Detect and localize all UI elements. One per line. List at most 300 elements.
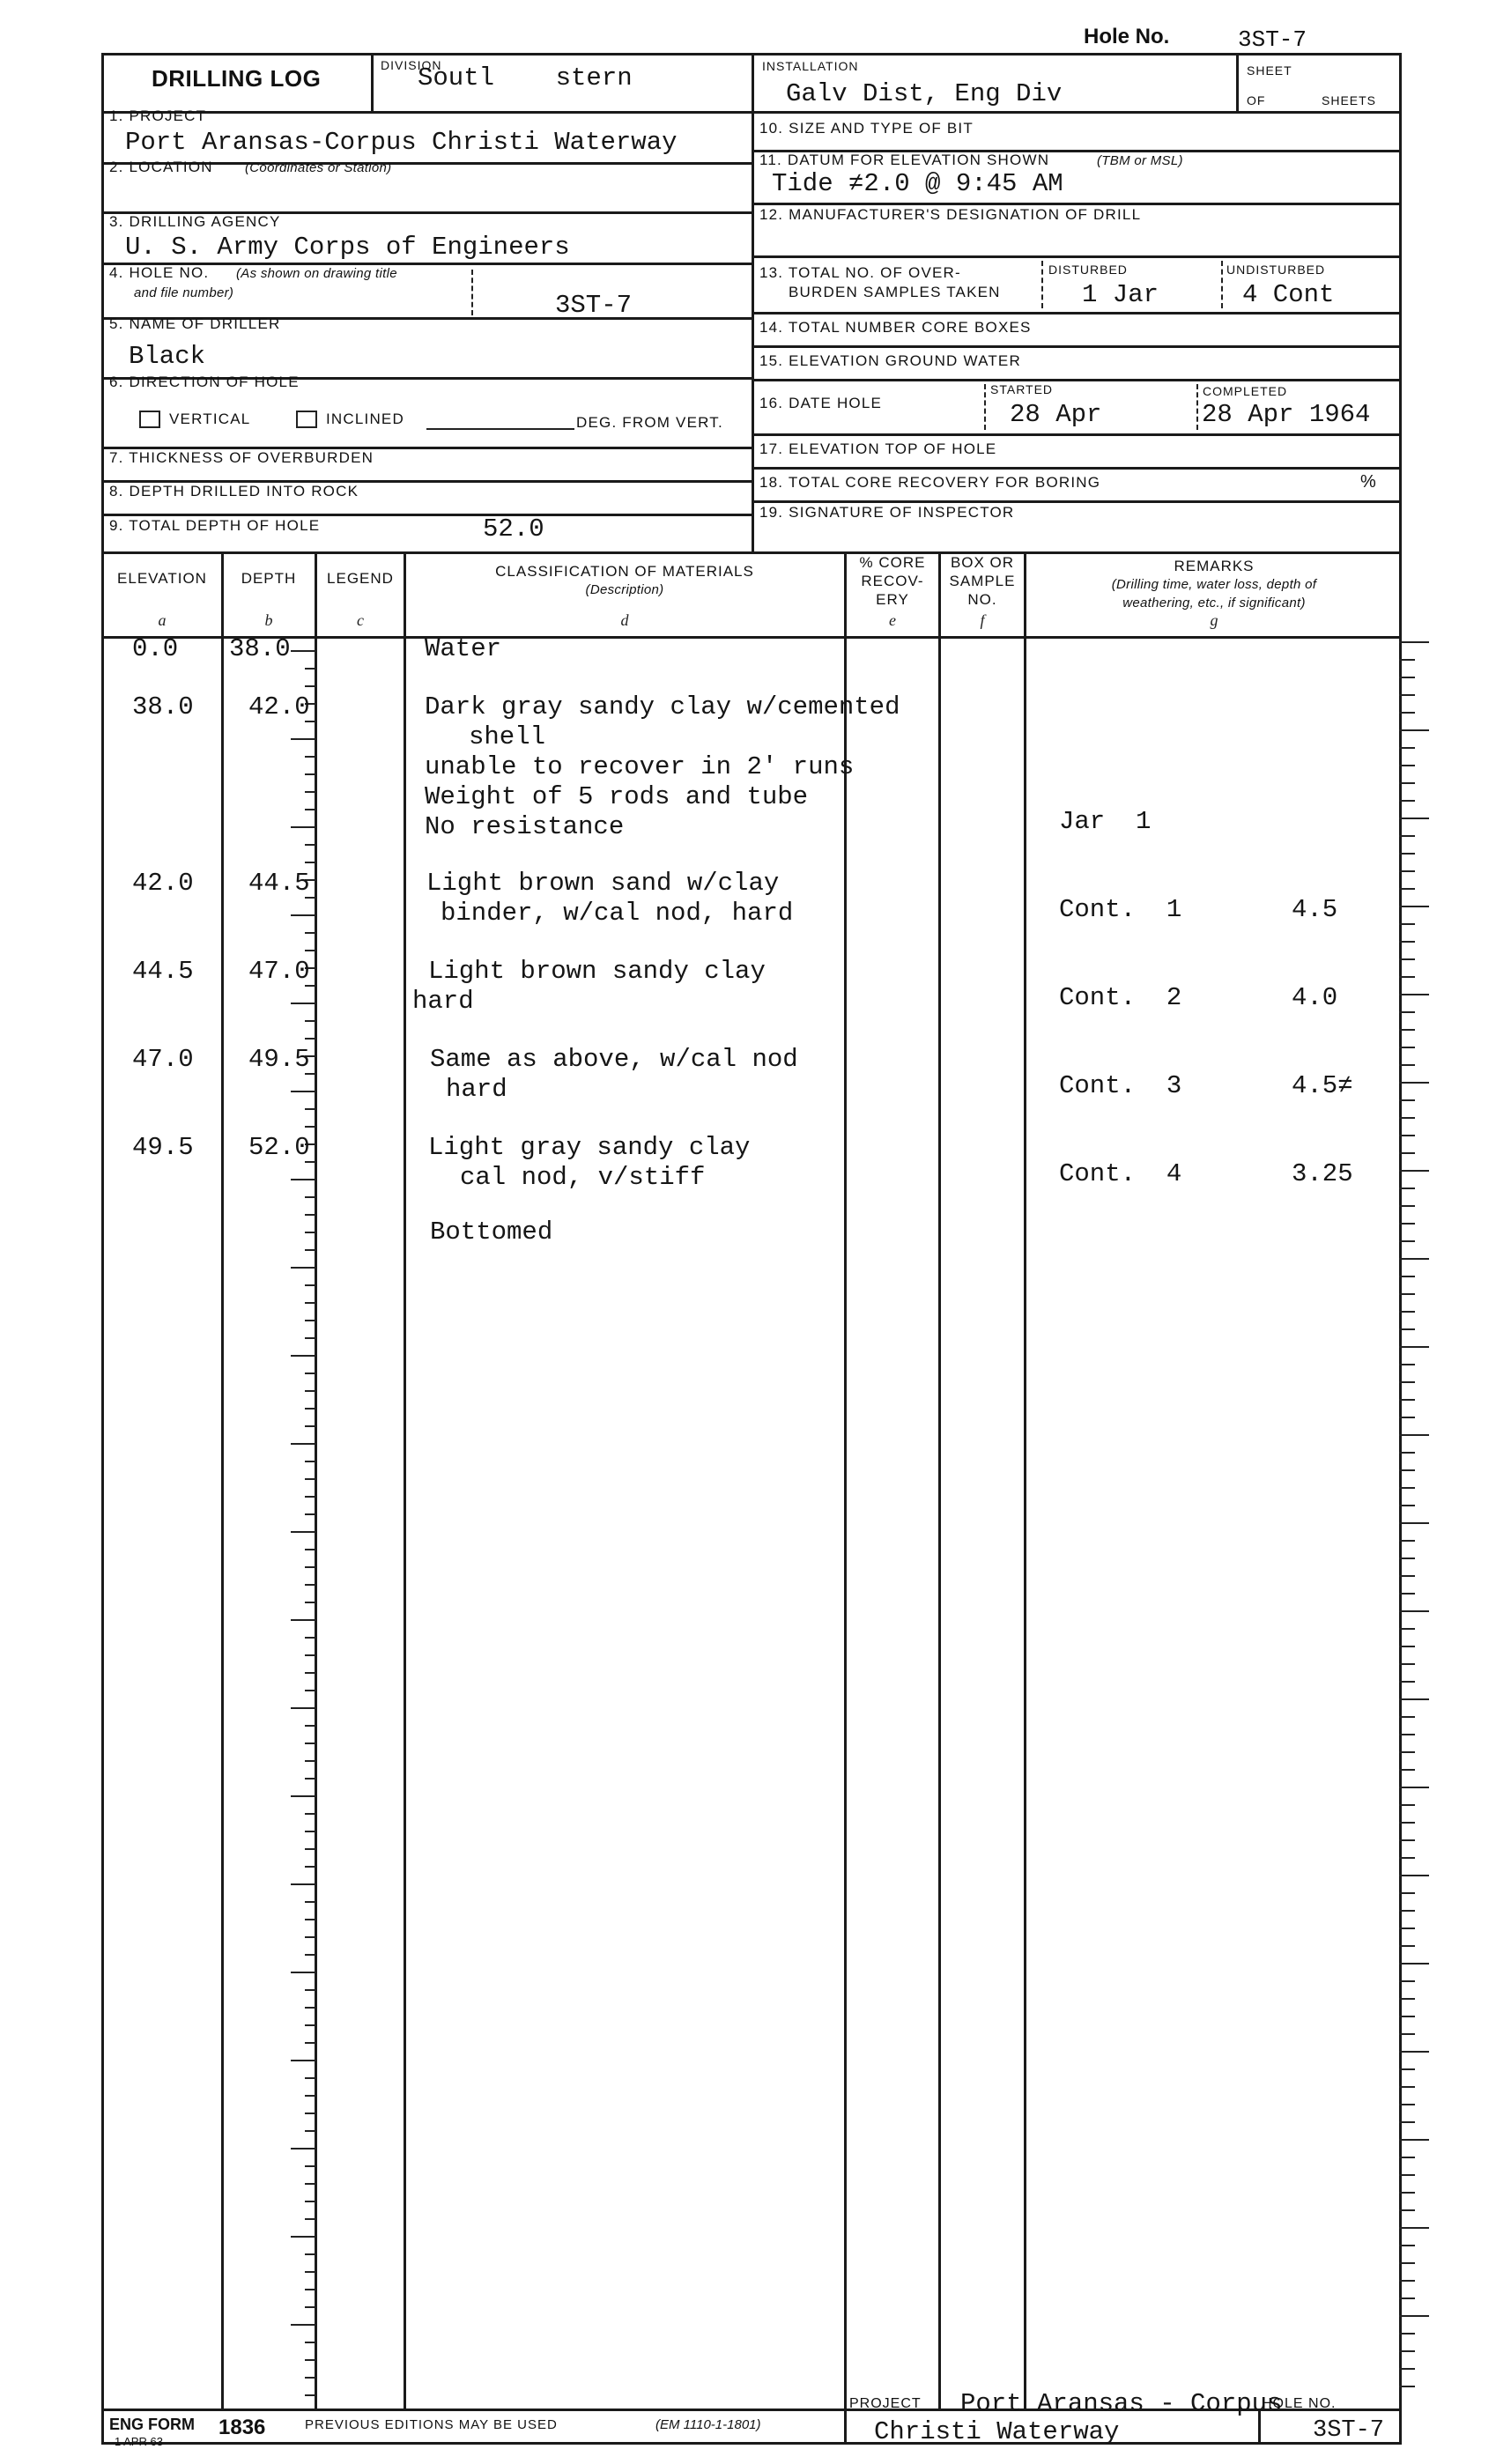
bit-label: 10. SIZE AND TYPE OF BIT [759, 120, 974, 137]
scale-tick [1399, 1047, 1415, 1048]
location-label: 2. LOCATION [109, 159, 213, 175]
hole-no-sublabel-a: (As shown on drawing title [236, 266, 397, 281]
disturbed-value: 1 Jar [1082, 280, 1159, 309]
scale-tick [1399, 1875, 1429, 1876]
scale-tick [291, 2236, 315, 2238]
scale-tick [305, 2306, 315, 2308]
scale-tick [1399, 1628, 1415, 1630]
footer-hole-value: 3ST-7 [1313, 2417, 1385, 2444]
scale-tick [1399, 2086, 1415, 2088]
scale-tick [291, 2324, 315, 2326]
scale-tick [305, 1337, 315, 1339]
scale-tick [291, 650, 315, 652]
col-letter-g: g [1210, 611, 1218, 629]
installation-label: INSTALLATION [762, 59, 859, 73]
scale-tick [1399, 1681, 1415, 1683]
scale-tick [1399, 1452, 1415, 1454]
scale-tick [1399, 2121, 1415, 2123]
hole-no-label: 4. HOLE NO. [109, 264, 210, 281]
scale-tick [1399, 1505, 1415, 1506]
scale-tick [1399, 1469, 1415, 1471]
scale-tick [291, 1091, 315, 1092]
col-letter-a: a [158, 611, 167, 629]
row2-description-5: No resistance [425, 812, 625, 841]
scale-tick [305, 1513, 315, 1515]
scale-tick [305, 1690, 315, 1691]
row7-description: Bottomed [430, 1217, 553, 1247]
row5-elevation: 47.0 [132, 1045, 194, 1074]
scale-tick [1399, 1593, 1415, 1595]
undisturbed-value: 4 Cont [1242, 280, 1335, 309]
scale-tick [305, 1954, 315, 1956]
scale-tick [291, 2148, 315, 2150]
scale-tick [1399, 1170, 1429, 1172]
scale-tick [1399, 2245, 1415, 2246]
total-depth-value: 52.0 [483, 514, 544, 544]
scale-tick [1399, 888, 1415, 890]
scale-tick [1399, 2174, 1415, 2176]
row5-depth: 49.5 [248, 1045, 310, 1074]
scale-tick [1399, 2262, 1415, 2264]
scale-tick [1399, 1117, 1415, 1119]
scale-tick [291, 1531, 315, 1533]
completed-value: 28 Apr 1964 [1202, 400, 1371, 429]
scale-tick [1399, 1522, 1429, 1524]
scale-tick [305, 1901, 315, 1903]
scale-tick [1399, 818, 1429, 819]
top-hole-label: 17. ELEVATION TOP OF HOLE [759, 440, 997, 457]
col-box-sample-header: BOX OR SAMPLE NO. [949, 554, 1016, 608]
scale-tick [1399, 1258, 1429, 1260]
scale-tick [1399, 958, 1415, 960]
project-value: Port Aransas-Corpus Christi Waterway [125, 128, 678, 157]
footer-project-value-b: Christi Waterway [874, 2417, 1120, 2446]
scale-tick [305, 668, 315, 670]
col-depth-header: DEPTH [241, 570, 297, 587]
scale-tick [305, 1214, 315, 1216]
row6-remark-value: 3.25 [1292, 1159, 1353, 1188]
scale-tick [1399, 1716, 1415, 1718]
scale-tick [305, 1672, 315, 1674]
scale-tick [1399, 1575, 1415, 1577]
row2-description-2: shell [469, 722, 546, 751]
core-recovery-label: 18. TOTAL CORE RECOVERY FOR BORING [759, 474, 1101, 491]
hole-no-header-value: 3ST-7 [1238, 26, 1307, 53]
edge-scale-ticks [1399, 641, 1434, 2403]
scale-tick [1399, 1346, 1429, 1348]
scale-tick [305, 1108, 315, 1110]
scale-tick [305, 1390, 315, 1392]
datum-value: Tide ≠2.0 @ 9:45 AM [772, 169, 1063, 198]
vertical-checkbox[interactable] [139, 411, 160, 428]
row5-description-1: Same as above, w/cal nod [430, 1045, 798, 1074]
scale-tick [1399, 2333, 1415, 2335]
scale-tick [1399, 2104, 1415, 2105]
row2-remark: Jar 1 [1059, 807, 1152, 836]
scale-tick [1399, 2227, 1429, 2229]
col-letter-c: c [357, 611, 364, 629]
scale-tick [1399, 994, 1429, 995]
datum-label: 11. DATUM FOR ELEVATION SHOWN [759, 152, 1050, 168]
row3-elevation: 42.0 [132, 869, 194, 898]
hole-no-header-label: Hole No. [1084, 25, 1170, 48]
scale-tick [1399, 1558, 1415, 1559]
scale-tick [305, 1760, 315, 1762]
scale-tick [305, 1813, 315, 1815]
scale-tick [291, 2060, 315, 2061]
inclined-checkbox[interactable] [296, 411, 317, 428]
row6-elevation: 49.5 [132, 1133, 194, 1162]
inspector-label: 19. SIGNATURE OF INSPECTOR [759, 504, 1015, 521]
row6-description-1: Light gray sandy clay [428, 1133, 751, 1162]
em-reference: (EM 1110-1-1801) [655, 2417, 761, 2432]
scale-tick [305, 2271, 315, 2273]
scale-tick [305, 844, 315, 846]
col-letter-f: f [980, 611, 985, 629]
scale-tick [291, 826, 315, 828]
driller-label: 5. NAME OF DRILLER [109, 315, 281, 332]
scale-tick [1399, 2033, 1415, 2035]
scale-tick [291, 1707, 315, 1709]
scale-tick [1399, 923, 1415, 925]
scale-tick [305, 2183, 315, 2185]
scale-tick [1399, 641, 1429, 643]
scale-tick [305, 932, 315, 934]
scale-tick [1399, 1610, 1429, 1612]
scale-tick [305, 685, 315, 687]
inclined-degree-line [426, 428, 574, 430]
scale-tick [1399, 906, 1429, 907]
scale-tick [1399, 1135, 1415, 1136]
scale-tick [1399, 1804, 1415, 1806]
scale-tick [1399, 1663, 1415, 1665]
started-label: STARTED [990, 382, 1054, 396]
scale-tick [305, 1566, 315, 1568]
scale-tick [305, 756, 315, 758]
scale-tick [1399, 2298, 1415, 2299]
location-sublabel: (Coordinates or Station) [245, 160, 392, 175]
hole-no-sublabel-b: and file number) [134, 285, 234, 300]
form-date: 1 APR 63 [115, 2435, 163, 2448]
scale-tick [1399, 2157, 1415, 2158]
samples-label-a: 13. TOTAL NO. OF OVER- [759, 264, 961, 281]
scale-tick [1399, 2016, 1415, 2017]
scale-tick [1399, 800, 1415, 802]
form-number: 1836 [218, 2416, 266, 2439]
scale-tick [305, 1232, 315, 1233]
scale-tick [305, 2289, 315, 2290]
installation-value: Galv Dist, Eng Div [786, 79, 1063, 108]
scale-tick [1399, 1839, 1415, 1841]
scale-tick [1399, 2368, 1415, 2370]
scale-tick [291, 1267, 315, 1269]
scale-tick [1399, 1963, 1429, 1965]
eng-form-label: ENG FORM [109, 2416, 195, 2433]
total-depth-label: 9. TOTAL DEPTH OF HOLE [109, 517, 321, 534]
scale-tick [305, 1320, 315, 1321]
scale-tick [305, 1936, 315, 1938]
scale-tick [1399, 1240, 1415, 1242]
core-boxes-label: 14. TOTAL NUMBER CORE BOXES [759, 319, 1032, 336]
scale-tick [1399, 1945, 1415, 1947]
scale-tick [305, 1196, 315, 1198]
completed-label: COMPLETED [1203, 384, 1288, 398]
scale-tick [1399, 1998, 1415, 2000]
row4-remark-value: 4.0 [1292, 983, 1338, 1012]
col-core-recovery-header: % CORE RECOV- ERY [859, 554, 926, 608]
row3-remark: Cont. 1 [1059, 895, 1182, 924]
disturbed-label: DISTURBED [1048, 263, 1128, 277]
scale-tick [1399, 1928, 1415, 1929]
scale-tick [305, 1302, 315, 1304]
scale-tick [1399, 782, 1415, 784]
row5-remark-value: 4.5≠ [1292, 1071, 1353, 1100]
date-hole-label: 16. DATE HOLE [759, 395, 883, 411]
scale-tick [1399, 1223, 1415, 1225]
col-letter-d: d [620, 611, 629, 629]
agency-label: 3. DRILLING AGENCY [109, 213, 281, 230]
scale-tick [1399, 1857, 1415, 1859]
row4-elevation: 44.5 [132, 957, 194, 986]
scale-tick [305, 1478, 315, 1480]
row3-description-2: binder, w/cal nod, hard [441, 899, 794, 928]
row3-depth: 44.5 [248, 869, 310, 898]
scale-tick [305, 2359, 315, 2361]
scale-tick [305, 1637, 315, 1639]
scale-tick [1399, 1769, 1415, 1771]
col-letter-b: b [264, 611, 273, 629]
scale-tick [305, 2007, 315, 2009]
scale-tick [1399, 712, 1415, 714]
previous-editions-note: PREVIOUS EDITIONS MAY BE USED [305, 2417, 558, 2432]
scale-tick [305, 2165, 315, 2167]
scale-tick [305, 1425, 315, 1427]
project-label: 1. PROJECT [109, 107, 207, 124]
scale-tick [305, 1549, 315, 1550]
scale-tick [305, 1989, 315, 1991]
row4-description-2: hard [412, 987, 474, 1016]
scale-tick [305, 2201, 315, 2202]
scale-tick [305, 2394, 315, 2396]
scale-tick [1399, 1328, 1415, 1330]
footer-project-value-a: Port Aransas - Corpus [960, 2389, 1283, 2418]
footer-project-label: PROJECT [849, 2396, 922, 2411]
row2-description-1: Dark gray sandy clay w/cemented [425, 692, 900, 721]
row2-description-4: Weight of 5 rods and tube [425, 782, 809, 811]
col-classification-header: CLASSIFICATION OF MATERIALS (Description) [495, 563, 754, 597]
row4-remark: Cont. 2 [1059, 983, 1182, 1012]
scale-tick [1399, 1293, 1415, 1295]
rock-label: 8. DEPTH DRILLED INTO ROCK [109, 483, 359, 499]
scale-tick [1399, 1698, 1429, 1700]
scale-tick [305, 2024, 315, 2026]
scale-tick [1399, 2350, 1415, 2352]
row1-depth: 38.0 [229, 634, 291, 663]
samples-label-b: BURDEN SAMPLES TAKEN [789, 284, 1001, 300]
scale-tick [305, 1602, 315, 1603]
division-value: Soutl stern [418, 63, 633, 92]
scale-tick [305, 1126, 315, 1128]
vertical-label: VERTICAL [169, 411, 251, 427]
scale-tick [1399, 2192, 1415, 2194]
deg-from-vert-label: DEG. FROM VERT. [576, 414, 723, 431]
scale-tick [1399, 1188, 1415, 1189]
inclined-label: INCLINED [326, 411, 404, 427]
scale-tick [305, 2042, 315, 2044]
hole-no-value: 3ST-7 [555, 291, 633, 320]
scale-tick [1399, 1099, 1415, 1101]
started-value: 28 Apr [1010, 400, 1102, 429]
scale-tick [1399, 747, 1415, 749]
scale-tick [305, 1654, 315, 1656]
scale-tick [291, 1883, 315, 1885]
scale-tick [291, 1443, 315, 1445]
scale-tick [1399, 1487, 1415, 1489]
row1-description: Water [425, 634, 502, 663]
row2-description-3: unable to recover in 2' runs [425, 752, 855, 781]
scale-tick [1399, 1276, 1415, 1277]
scale-tick [305, 2077, 315, 2079]
scale-tick [291, 738, 315, 740]
scale-tick [305, 950, 315, 951]
scale-tick [305, 1496, 315, 1498]
scale-tick [1399, 1540, 1415, 1542]
scale-tick [1399, 1152, 1415, 1154]
scale-tick [305, 1408, 315, 1410]
scale-tick [1399, 1892, 1415, 1894]
scale-tick [1399, 2068, 1415, 2070]
percent-sign: % [1360, 472, 1377, 492]
scale-tick [305, 1778, 315, 1780]
scale-tick [305, 2253, 315, 2255]
scale-tick [305, 1249, 315, 1251]
scale-tick [1399, 677, 1415, 678]
scale-tick [1399, 694, 1415, 696]
scale-tick [305, 2130, 315, 2132]
scale-tick [1399, 1399, 1415, 1401]
scale-tick [1399, 1980, 1415, 1982]
scale-tick [1399, 853, 1415, 855]
scale-tick [305, 1919, 315, 1920]
scale-tick [1399, 1787, 1429, 1788]
scale-tick [1399, 1646, 1415, 1647]
manufacturer-label: 12. MANUFACTURER'S DESIGNATION OF DRILL [759, 206, 1142, 223]
row2-depth: 42.0 [248, 692, 310, 721]
col-elevation-header: ELEVATION [117, 570, 207, 587]
footer-hole-label: HOLE NO. [1262, 2396, 1337, 2411]
scale-tick [1399, 2280, 1415, 2282]
scale-tick [305, 791, 315, 793]
scale-tick [1399, 870, 1415, 872]
scale-tick [305, 2377, 315, 2379]
scale-tick [1399, 1082, 1429, 1084]
row6-description-2: cal nod, v/stiff [460, 1163, 706, 1192]
row6-remark: Cont. 4 [1059, 1159, 1182, 1188]
row4-description-1: Light brown sandy clay [428, 957, 766, 986]
scale-tick [1399, 1311, 1415, 1313]
col-legend-header: LEGEND [327, 570, 394, 587]
scale-tick [1399, 729, 1429, 731]
driller-value: Black [129, 342, 206, 371]
scale-tick [305, 1373, 315, 1374]
scale-tick [1399, 1822, 1415, 1824]
scale-tick [1399, 1029, 1415, 1031]
scale-tick [305, 1743, 315, 1744]
scale-tick [1399, 659, 1415, 661]
depth-scale-ticks [284, 650, 315, 2403]
ground-water-label: 15. ELEVATION GROUND WATER [759, 352, 1021, 369]
scale-tick [1399, 1011, 1415, 1013]
scale-tick [1399, 1381, 1415, 1383]
scale-tick [305, 2095, 315, 2097]
form-title: DRILLING LOG [152, 65, 322, 92]
scale-tick [1399, 835, 1415, 837]
row1-elevation: 0.0 [132, 634, 179, 663]
scale-tick [1399, 941, 1415, 943]
scale-tick [1399, 2051, 1429, 2053]
scale-tick [1399, 976, 1415, 978]
scale-tick [1399, 2209, 1415, 2211]
scale-tick [305, 2113, 315, 2114]
scale-tick [305, 1584, 315, 1586]
scale-tick [305, 809, 315, 810]
scale-tick [305, 1020, 315, 1022]
scale-tick [1399, 1417, 1415, 1418]
row5-description-2: hard [446, 1075, 507, 1104]
scale-tick [291, 1003, 315, 1004]
datum-sublabel: (TBM or MSL) [1097, 153, 1183, 168]
scale-tick [305, 2342, 315, 2343]
row5-remark: Cont. 3 [1059, 1071, 1182, 1100]
row3-description-1: Light brown sand w/clay [426, 869, 780, 898]
scale-tick [1399, 1364, 1415, 1365]
agency-value: U. S. Army Corps of Engineers [125, 233, 570, 262]
scale-tick [1399, 765, 1415, 766]
row6-depth: 52.0 [248, 1133, 310, 1162]
col-remarks-header: REMARKS (Drilling time, water loss, depth of weathering, etc., if significant) [1111, 558, 1317, 610]
scale-tick [305, 1866, 315, 1868]
sheets-label: SHEETS [1322, 93, 1377, 107]
col-letter-e: e [889, 611, 896, 629]
scale-tick [291, 1355, 315, 1357]
row4-depth: 47.0 [248, 957, 310, 986]
overburden-label: 7. THICKNESS OF OVERBURDEN [109, 449, 374, 466]
scale-tick [291, 1619, 315, 1621]
scale-tick [305, 1284, 315, 1286]
scale-tick [1399, 1751, 1415, 1753]
scale-tick [305, 1461, 315, 1462]
scale-tick [305, 1831, 315, 1832]
scale-tick [305, 2218, 315, 2220]
undisturbed-label: UNDISTURBED [1226, 263, 1326, 277]
sheet-label: SHEET [1247, 63, 1292, 78]
scale-tick [1399, 1064, 1415, 1066]
scale-tick [305, 1038, 315, 1040]
row2-elevation: 38.0 [132, 692, 194, 721]
scale-tick [1399, 2315, 1429, 2317]
scale-tick [305, 862, 315, 863]
scale-tick [1399, 1910, 1415, 1912]
division-label: DIVISION [381, 58, 442, 72]
direction-label: 6. DIRECTION OF HOLE [109, 374, 300, 390]
scale-tick [1399, 2139, 1429, 2141]
scale-tick [305, 1725, 315, 1727]
scale-tick [291, 1795, 315, 1797]
scale-tick [1399, 1734, 1415, 1735]
scale-tick [305, 773, 315, 775]
scale-tick [1399, 1205, 1415, 1207]
scale-tick [291, 914, 315, 916]
